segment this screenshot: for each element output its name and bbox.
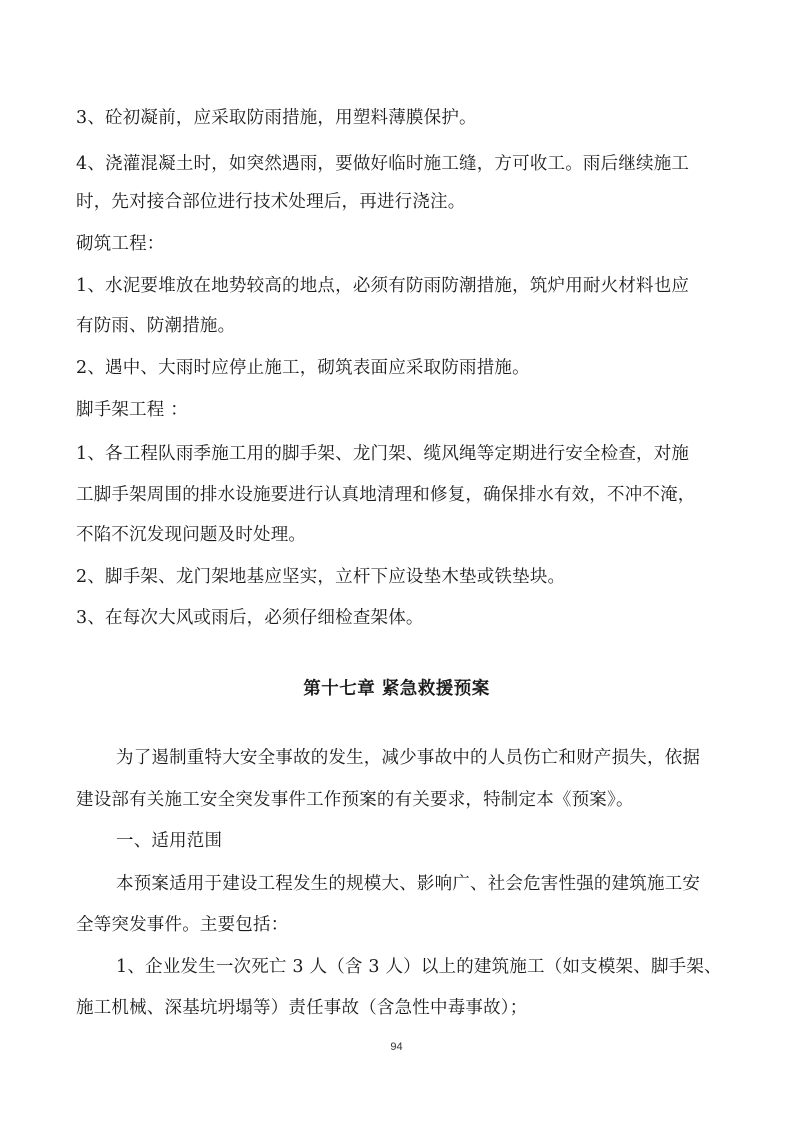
text-line: 4、浇灌混凝土时，如突然遇雨，要做好临时施工缝，方可收工。雨后继续施工 xyxy=(76,154,690,174)
text-line: 1、企业发生一次死亡 3 人（含 3 人）以上的建筑施工（如支模架、脚手架、 xyxy=(116,957,722,977)
text-line: 1、各工程队雨季施工用的脚手架、龙门架、缆风绳等定期进行安全检查，对施 xyxy=(76,444,690,464)
section-label: 脚手架工程 ： xyxy=(76,400,188,420)
section-label: 砌筑工程： xyxy=(76,234,165,254)
page-number: 94 xyxy=(390,1041,403,1053)
text-line: 为了遏制重特大安全事故的发生，减少事故中的人员伤亡和财产损失，依据 xyxy=(116,748,701,768)
text-line: 1、水泥要堆放在地势较高的地点，必须有防雨防潮措施，筑炉用耐火材料也应 xyxy=(76,276,690,296)
text-line: 全等突发事件。主要包括： xyxy=(76,915,289,935)
text-line: 本预案适用于建设工程发生的规模大、影响广、社会危害性强的建筑施工安 xyxy=(116,874,701,894)
chapter-heading: 第十七章 紧急救援预案 xyxy=(303,679,490,699)
text-line: 不陷不沉发现问题及时处理。 xyxy=(76,525,307,545)
text-line: 2、遇中、大雨时应停止施工，砌筑表面应采取防雨措施。 xyxy=(76,358,530,378)
subsection-heading: 一、适用范围 xyxy=(116,831,223,851)
text-line: 时，先对接合部位进行技术处理后，再进行浇注。 xyxy=(76,192,466,212)
text-line: 有防雨、防潮措施。 xyxy=(76,316,236,336)
text-line: 3、砼初凝前，应采取防雨措施，用塑料薄膜保护。 xyxy=(76,108,477,128)
text-line: 2、脚手架、龙门架地基应坚实，立杆下应设垫木垫或铁垫块。 xyxy=(76,567,566,587)
text-line: 施工机械、深基坑坍塌等）责任事故（含急性中毒事故）； xyxy=(76,998,528,1018)
text-line: 3、在每次大风或雨后，必须仔细检查架体。 xyxy=(76,608,424,628)
text-line: 建设部有关施工安全突发事件工作预案的有关要求，特制定本《预案》。 xyxy=(76,790,634,810)
text-line: 工脚手架周围的排水设施要进行认真地清理和修复，确保排水有效，不冲不淹， xyxy=(76,485,696,505)
